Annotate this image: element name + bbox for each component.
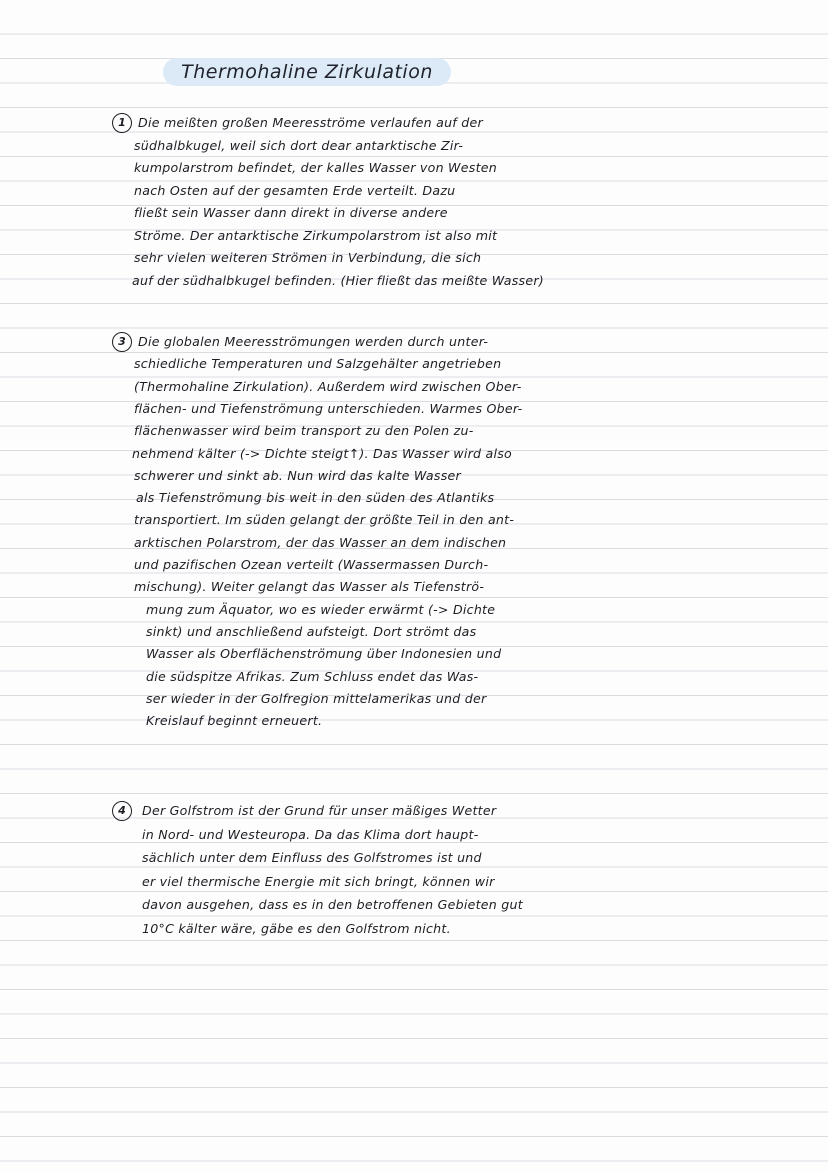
- text-line: sehr vielen weiteren Strömen in Verbindung, die sich: [134, 250, 482, 265]
- text-line: kumpolarstrom befindet, der kalles Wasser von Westen: [134, 160, 497, 175]
- text-line: arktischen Polarstrom, der das Wasser an dem indischen: [134, 534, 507, 550]
- text-line: davon ausgehen, dass es in den betroffenen Gebieten gut: [142, 897, 523, 912]
- text-line: nehmend kälter (-> Dichte steigt↑). Das Wasser wird also: [132, 445, 513, 461]
- text-line: Die globalen Meeresströmungen werden durch unter-: [138, 334, 489, 349]
- text-line: flächen- und Tiefenströmung unterschieden. Warmes Ober-: [134, 400, 523, 416]
- text-line: und pazifischen Ozean verteilt (Wassermassen Durch-: [134, 557, 489, 572]
- text-line: als Tiefenströmung bis weit in den süden des Atlantiks: [136, 490, 495, 506]
- text-line: fließt sein Wasser dann direkt in diverse andere: [134, 205, 448, 220]
- text-line: Ströme. Der antarktische Zirkumpolarstrom ist also mit: [134, 227, 498, 243]
- text-line: mung zum Äquator, wo es wieder erwärmt (-> Dichte: [146, 601, 496, 617]
- text-line: Kreislauf beginnt erneuert.: [146, 713, 323, 729]
- text-line: sinkt) und anschließend aufsteigt. Dort strömt das: [146, 623, 477, 639]
- text-line: mischung). Weiter gelangt das Wasser als Tiefenströ-: [134, 579, 485, 595]
- text-line: 10°C kälter wäre, gäbe es den Golfstrom nicht.: [142, 920, 451, 936]
- page-title: Thermohaline Zirkulation: [163, 58, 451, 86]
- text-line: Der Golfstrom ist der Grund für unser mäßiges Wetter: [142, 803, 497, 818]
- text-line: Wasser als Oberflächenströmung über Indonesien und: [146, 646, 502, 662]
- text-line: (Thermohaline Zirkulation). Außerdem wird zwischen Ober-: [134, 378, 522, 394]
- section-number: 4: [112, 801, 132, 821]
- text-line: schiedliche Temperaturen und Salzgehälter angetrieben: [134, 356, 502, 372]
- text-line: transportiert. Im süden gelangt der größte Teil in den ant-: [134, 512, 515, 528]
- section-number: 3: [112, 332, 132, 352]
- text-line: Die meißten großen Meeresströme verlaufen auf der: [138, 115, 483, 130]
- text-line: südhalbkugel, weil sich dort dear antarktische Zir-: [134, 137, 464, 153]
- text-line: er viel thermische Energie mit sich bringt, können wir: [142, 873, 495, 889]
- text-line: in Nord- und Westeuropa. Da das Klima dort haupt-: [142, 826, 479, 842]
- text-line: die südspitze Afrikas. Zum Schluss endet das Was-: [146, 668, 479, 684]
- text-line: flächenwasser wird beim transport zu den Polen zu-: [134, 423, 474, 439]
- text-line: auf der südhalbkugel befinden. (Hier fließt das meißte Wasser): [132, 272, 544, 288]
- text-line: nach Osten auf der gesamten Erde verteilt. Dazu: [134, 182, 456, 198]
- text-line: schwerer und sinkt ab. Nun wird das kalte Wasser: [134, 467, 461, 483]
- text-line: ser wieder in der Golfregion mittelamerikas und der: [146, 690, 487, 706]
- text-line: sächlich unter dem Einfluss des Golfstromes ist und: [142, 850, 482, 865]
- section-number: 1: [112, 113, 132, 133]
